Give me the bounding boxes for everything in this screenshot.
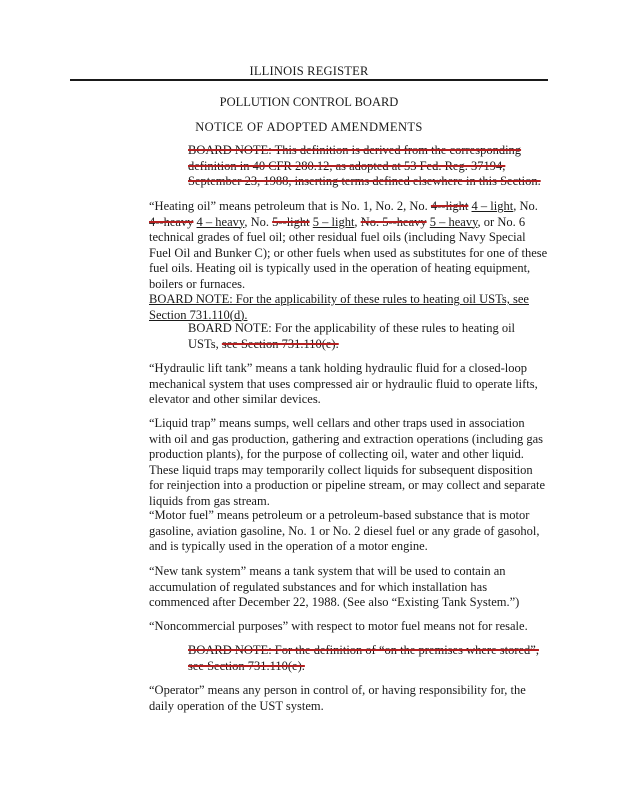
agency-title: POLLUTION CONTROL BOARD (219, 95, 399, 109)
deleted-text: No. 5--heavy (360, 214, 427, 229)
definition-new-tank-system: “New tank system” means a tank system that will be used to contain an accumulation of regulated substances and for which installation has commenced after December 22, 1988. (See also “Existing Tank System.”) (149, 564, 520, 609)
deleted-text: 4--light (430, 199, 469, 213)
definition-operator: “Operator” means any person in control of, or having responsibility for, the daily operation of the UST system. (149, 683, 526, 713)
notice-title: NOTICE OF ADOPTED AMENDMENTS (195, 120, 423, 134)
definition-noncommercial-purposes: “Noncommercial purposes” with respect to motor fuel means not for resale. (149, 619, 528, 633)
deleted-text: 4--heavy (149, 214, 194, 229)
definition-liquid-trap: “Liquid trap” means sumps, well cellars and other traps used in association with oil and gas production, gathering and extraction operations (including gas production plants), for the purpose of collecting oil, water and other liquid. These liquid traps may temporarily collect liquids for subsequent disposition for reinjection into a production or pipeline stream, or may collect and separate liquids from gas stream. (149, 416, 546, 508)
board-note-inserted: BOARD NOTE: For the applicability of these rules to heating oil USTs, see Section 731.110(d). (149, 292, 529, 322)
register-header: ILLINOIS REGISTER (249, 64, 369, 78)
board-note-deleted-3: BOARD NOTE: For the definition of “on the premises where stored”, see Section 731.110(e). (188, 643, 539, 673)
inserted-text: 4 – light (471, 199, 514, 213)
definition-motor-fuel: “Motor fuel” means petroleum or a petroleum-based substance that is motor gasoline, aviation gasoline, No. 1 or No. 2 diesel fuel or any grade of gasohol, and is typically used in the operation of a motor engine. (149, 508, 540, 553)
board-note-deleted-1: BOARD NOTE: This definition is derived from the corresponding definition in 40 CFR 280.12, as adopted at 53 Fed. Reg. 37194, September 23, 1988, inserting terms defined elsewhere in this Section. (188, 143, 541, 188)
heating-oil-text: “Heating oil” means petroleum that is No. 1, No. 2, No. 4--light 4 – light, No. 4--heavy 4 – heavy, No. 5--light 5 – light, No. 5--heavy 5 – heavy, or No. 6 technical grades of fuel oil; other residual fuel oils (including Navy Special Fuel Oil and Bunker C); or other fuels when used as substitutes for one of these fuel oils. Heating oil is typically used in the operation of heating equipment, boilers or furnaces. (149, 199, 548, 291)
inserted-text: 4 – heavy (196, 214, 245, 229)
inserted-text: 5 – light (312, 214, 355, 229)
definition-heating-oil (149, 199, 549, 323)
board-note-2: BOARD NOTE: For the applicability of these rules to heating oil USTs, see Section 731.110(e). (188, 321, 516, 351)
definition-hydraulic-lift-tank: “Hydraulic lift tank” means a tank holding hydraulic fluid for a closed-loop mechanical system that uses compressed air or hydraulic fluid to operate lifts, elevator and other similar devices. (149, 361, 538, 406)
deleted-text: see Section 731.110(e). (221, 336, 339, 351)
deleted-text: 5--light (272, 214, 310, 229)
inserted-text: 5 – heavy (429, 214, 478, 229)
header-rule (70, 79, 548, 81)
